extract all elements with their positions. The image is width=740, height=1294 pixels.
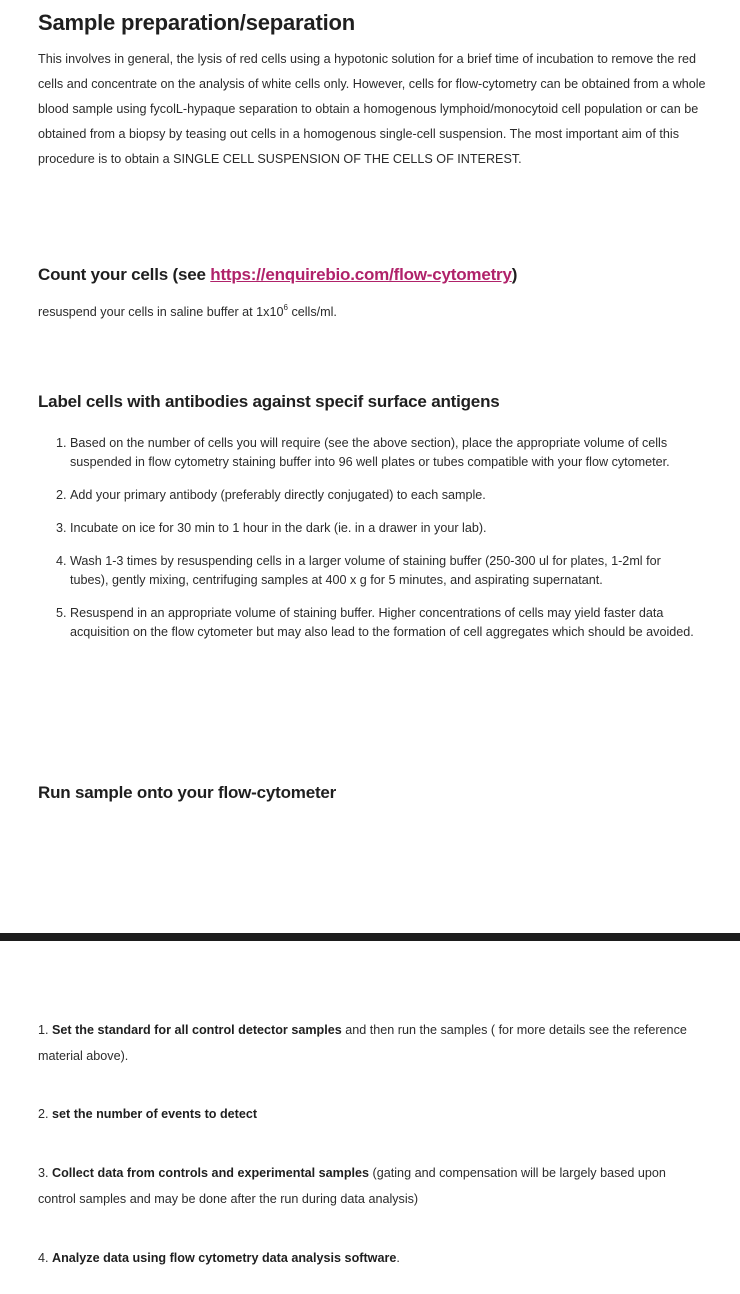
- run-step-1: [38, 1017, 698, 1069]
- label-step-5: 5. Resuspend in an appropriate volume of staining buffer. Higher concentrations of cells may yield faster data acquisition on the flow cytometer but may also lead to the formation of cell aggregates which should be avoided.: [70, 604, 698, 642]
- run-step-bold: Set the standard for all control detector samples: [52, 1023, 342, 1037]
- count-cells-text: [38, 297, 337, 323]
- run-step-text: .: [396, 1251, 400, 1265]
- label-step-3: 3. Incubate on ice for 30 min to 1 hour in the dark (ie. in a drawer in your lab).: [70, 519, 698, 538]
- run-step-number: 4.: [38, 1251, 49, 1265]
- section-title-label-cells: Label cells with antibodies against specif surface antigens: [38, 392, 500, 411]
- run-step-bold: Analyze data using flow cytometry data analysis software: [52, 1251, 397, 1265]
- label-step-4: 4. Wash 1-3 times by resuspending cells in a larger volume of staining buffer (250-300 ul for plates, 1-2ml for tubes), gently mixing, centrifuging samples at 400 x g for 5 minutes, and aspirating supernatant.: [70, 552, 698, 590]
- count-text-prefix: resuspend your cells in saline buffer at 1x10: [38, 305, 284, 319]
- run-step-text: and then run the samples ( for more details see the reference material above).: [38, 1023, 687, 1063]
- run-step-3: [38, 1160, 698, 1212]
- section-title-sample-preparation: Sample preparation/separation: [38, 10, 355, 35]
- section-title-run-sample: Run sample onto your flow-cytometer: [38, 783, 337, 802]
- label-step-2: 2. Add your primary antibody (preferably directly conjugated) to each sample.: [70, 486, 698, 505]
- run-step-text: (gating and compensation will be largely based upon control samples and may be done after the run during data analysis): [38, 1166, 666, 1206]
- count-text-suffix: cells/ml.: [287, 305, 337, 319]
- sample-preparation-paragraph: This involves in general, the lysis of red cells using a hypotonic solution for a brief time of incubation to remove the red cells and concentrate on the analysis of white cells only. However, cells for flow-cytometry can be obtained from a whole blood sample using fycolL-hypaque separation to obtain a homogenous lymphoid/monocytoid cell population or can be obtained from a biopsy by teasing out cells in a homogenous single-cell suspension. The most important aim of this procedure is to obtain a SINGLE CELL SUSPENSION OF THE CELLS OF INTEREST.: [38, 52, 706, 166]
- count-title-suffix: ): [511, 265, 518, 284]
- run-step-number: 1.: [38, 1023, 49, 1037]
- enquirebio-link[interactable]: https://enquirebio.com/flow-cytometry: [210, 265, 512, 284]
- count-title-prefix: Count your cells (see: [38, 265, 211, 284]
- section-title-count-cells: [38, 265, 517, 285]
- run-step-2: [38, 1101, 698, 1127]
- run-step-bold: Collect data from controls and experimental samples: [52, 1166, 370, 1180]
- label-cells-steps: [38, 434, 698, 656]
- run-step-number: 3.: [38, 1166, 49, 1180]
- run-step-4: [38, 1245, 698, 1271]
- section-divider: [0, 933, 740, 941]
- label-step-1: 1. Based on the number of cells you will require (see the above section), place the appropriate volume of cells suspended in flow cytometry staining buffer into 96 well plates or tubes compatible with your flow cytometer.: [70, 434, 698, 472]
- run-step-bold: set the number of events to detect: [52, 1107, 258, 1121]
- run-step-number: 2.: [38, 1107, 49, 1121]
- count-exponent: 6: [283, 303, 288, 312]
